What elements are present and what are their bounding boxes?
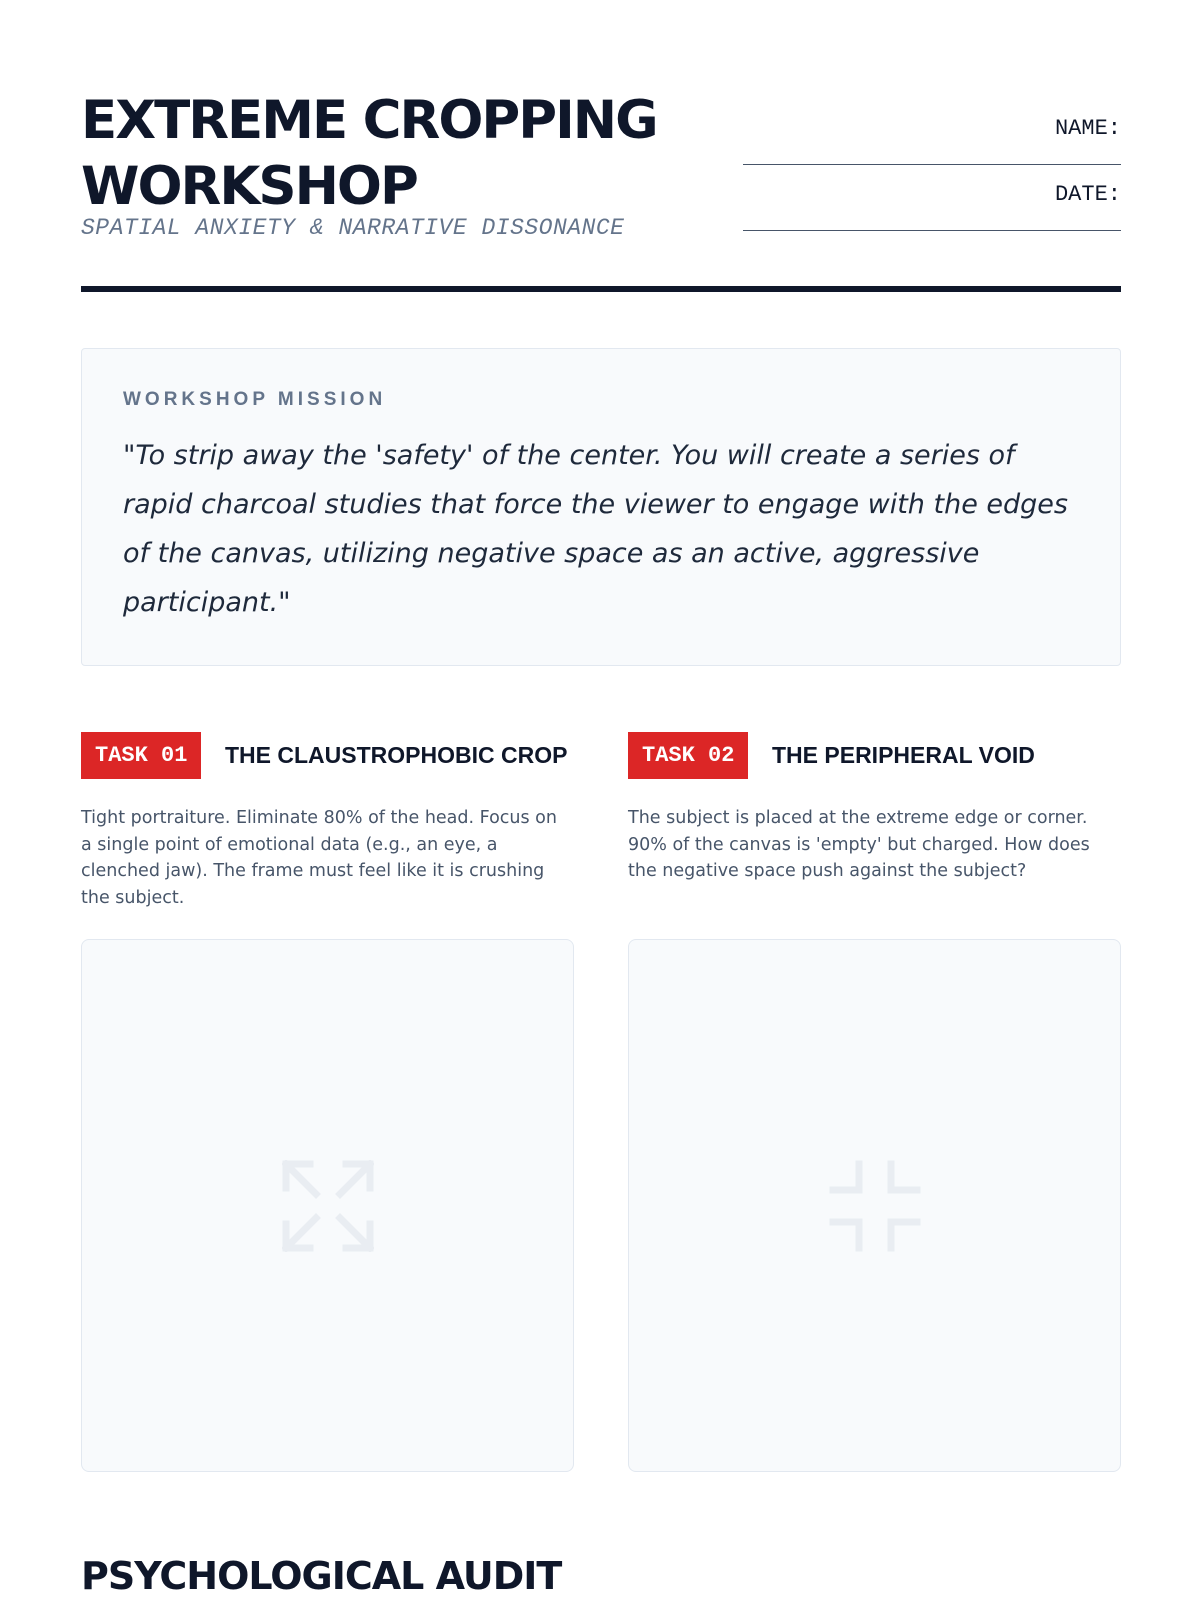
task-description: Tight portraiture. Eliminate 80% of the head. Focus on a single point of emotional data (e.g., an eye, a clenched jaw). The frame must feel like it is crushing the subject. — [81, 808, 557, 908]
name-line[interactable] — [743, 164, 1121, 165]
mission-quote: "To strip away the 'safety' of the center. You will create a series of rapid charcoal studies that force the viewer to engage with the edges of the canvas, utilizing negative space as an active, aggressive participant." — [123, 440, 1068, 618]
name-label: NAME: — [1054, 116, 1121, 141]
title-line-2: WORKSHOP — [81, 156, 417, 217]
header-divider — [81, 286, 1121, 292]
student-fields — [743, 112, 1121, 244]
expand-arrows-icon — [282, 1160, 374, 1252]
drawing-area[interactable] — [81, 939, 574, 1472]
task-badge: TASK 01 — [81, 732, 201, 779]
worksheet-page — [81, 0, 1121, 1600]
drawing-area[interactable] — [628, 939, 1121, 1472]
name-field[interactable] — [743, 112, 1121, 178]
mission-box — [81, 348, 1121, 666]
header — [81, 88, 1121, 248]
task-header — [628, 732, 1121, 779]
corner-brackets-icon — [829, 1160, 921, 1252]
task-badge: TASK 02 — [628, 732, 748, 779]
mission-label: WORKSHOP MISSION — [123, 389, 387, 410]
task-description: The subject is placed at the extreme edge or corner. 90% of the canvas is 'empty' but charged. How does the negative space push against the subject? — [628, 808, 1090, 881]
section-title: PSYCHOLOGICAL AUDIT — [81, 1554, 562, 1598]
date-field[interactable] — [743, 178, 1121, 244]
task-01 — [81, 732, 574, 908]
date-line[interactable] — [743, 230, 1121, 231]
task-header — [81, 732, 574, 779]
title-line-1: EXTREME CROPPING — [81, 90, 657, 151]
task-title: THE PERIPHERAL VOID — [772, 742, 1035, 768]
page-subtitle: SPATIAL ANXIETY & NARRATIVE DISSONANCE — [81, 215, 625, 241]
task-02 — [628, 732, 1121, 881]
task-title: THE CLAUSTROPHOBIC CROP — [225, 742, 568, 768]
page-title — [81, 88, 741, 220]
date-label: DATE: — [1054, 182, 1121, 207]
